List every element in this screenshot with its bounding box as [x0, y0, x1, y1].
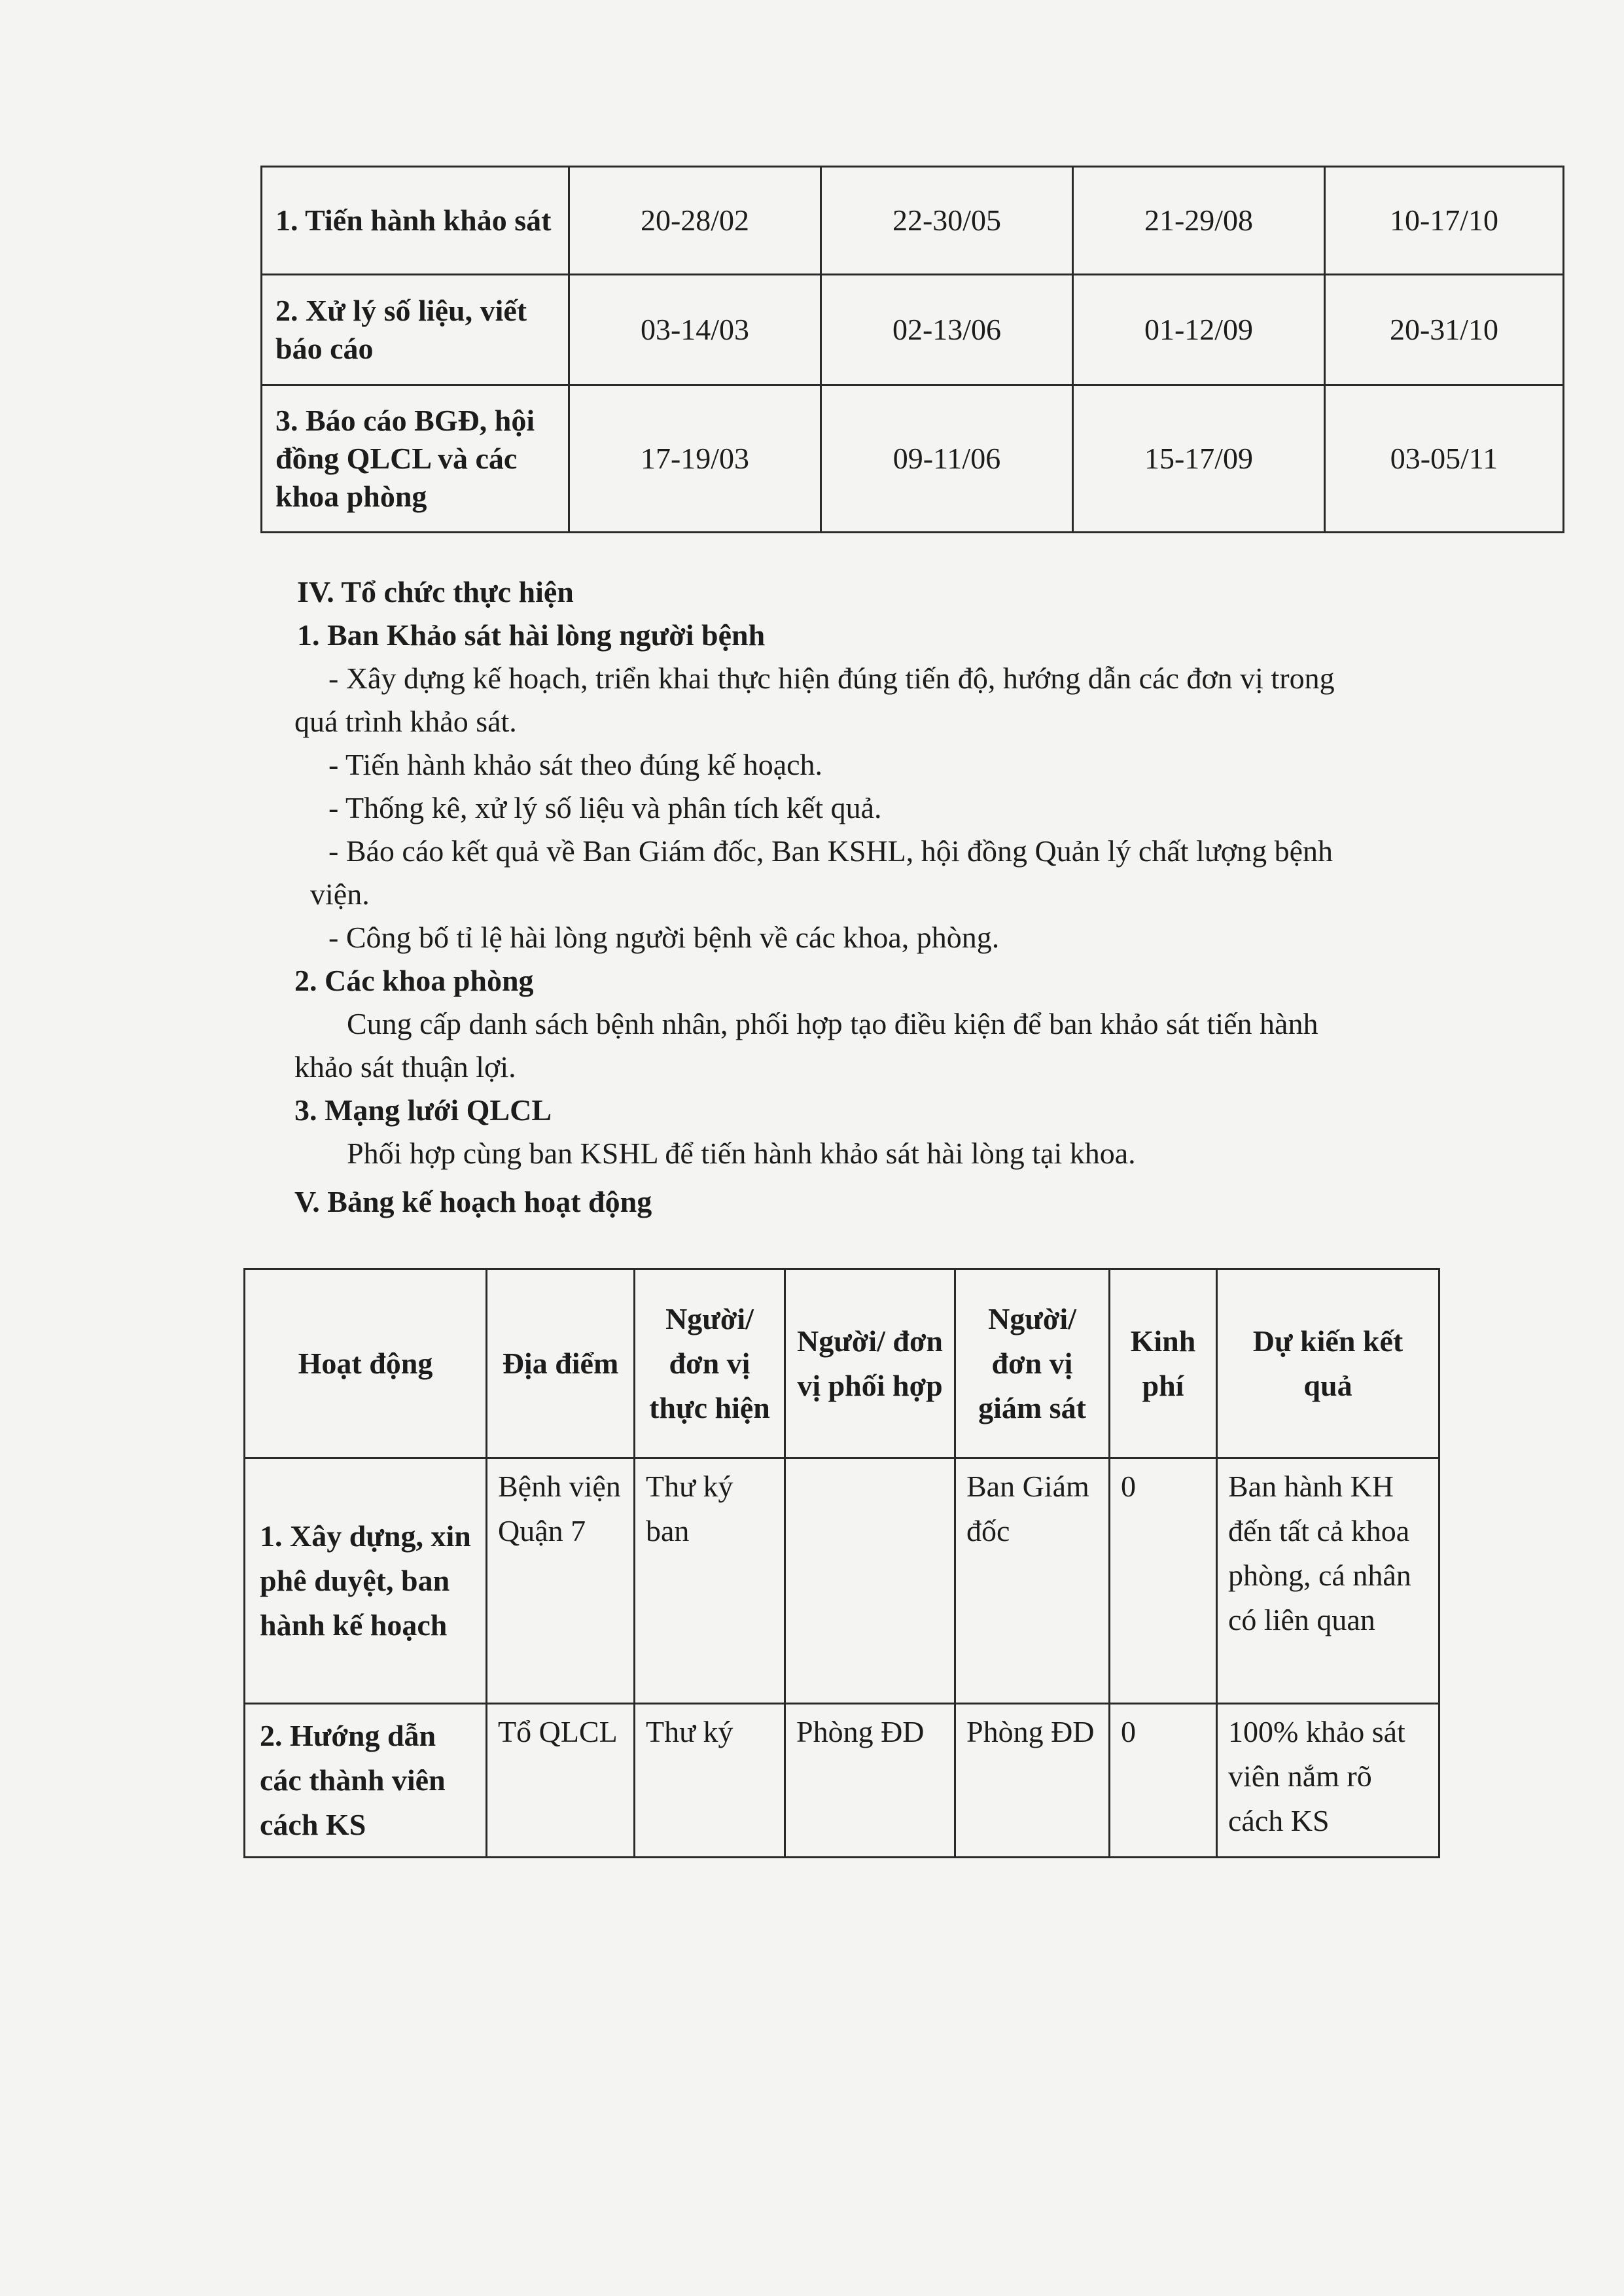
header-supervisor: Người/ đơn vị giám sát — [955, 1269, 1110, 1458]
header-location: Địa điểm — [487, 1269, 635, 1458]
schedule-row — [262, 275, 1564, 385]
list-item: - Thống kê, xử lý số liệu và phân tích kết quả. — [328, 791, 882, 824]
cell-coordinator — [785, 1458, 955, 1704]
schedule-row-label: 3. Báo cáo BGĐ, hội đồng QLCL và các khoa phòng — [262, 385, 569, 533]
schedule-cell-q1: 20-28/02 — [569, 167, 821, 275]
cell-activity: 1. Xây dựng, xin phê duyệt, ban hành kế hoạch — [245, 1458, 487, 1704]
schedule-row — [262, 167, 1564, 275]
schedule-cell-q4: 10-17/10 — [1325, 167, 1564, 275]
section-4 — [288, 571, 1466, 1224]
schedule-row — [262, 385, 1564, 533]
table-row — [245, 1704, 1439, 1858]
schedule-cell-q3: 21-29/08 — [1073, 167, 1325, 275]
schedule-row-label: 2. Xử lý số liệu, viết báo cáo — [262, 275, 569, 385]
cell-expected: Ban hành KH đến tất cả khoa phòng, cá nhân có liên quan — [1217, 1458, 1439, 1704]
subsection-3-title: 3. Mạng lưới QLCL — [294, 1093, 552, 1127]
cell-location: Tổ QLCL — [487, 1704, 635, 1858]
schedule-cell-q2: 22-30/05 — [821, 167, 1073, 275]
list-item: - Báo cáo kết quả về Ban Giám đốc, Ban KSHL, hội đồng Quản lý chất lượng bệnh — [328, 834, 1333, 868]
header-activity: Hoạt động — [245, 1269, 487, 1458]
schedule-cell-q3: 15-17/09 — [1073, 385, 1325, 533]
paragraph-line: Cung cấp danh sách bệnh nhân, phối hợp tạo điều kiện để ban khảo sát tiến hành — [347, 1007, 1318, 1040]
cell-executor: Thư ký ban — [635, 1458, 785, 1704]
cell-cost: 0 — [1110, 1704, 1217, 1858]
section-4-title: IV. Tổ chức thực hiện — [297, 575, 574, 609]
header-executor: Người/ đơn vị thực hiện — [635, 1269, 785, 1458]
section-5-title: V. Bảng kế hoạch hoạt động — [294, 1185, 652, 1218]
header-cost: Kinh phí — [1110, 1269, 1217, 1458]
activity-table — [243, 1268, 1440, 1858]
cell-supervisor: Phòng ĐD — [955, 1704, 1110, 1858]
schedule-cell-q4: 03-05/11 — [1325, 385, 1564, 533]
cell-coordinator: Phòng ĐD — [785, 1704, 955, 1858]
list-item: - Tiến hành khảo sát theo đúng kế hoạch. — [328, 748, 823, 781]
cell-executor: Thư ký — [635, 1704, 785, 1858]
schedule-cell-q1: 17-19/03 — [569, 385, 821, 533]
cell-location: Bệnh viện Quận 7 — [487, 1458, 635, 1704]
cell-cost: 0 — [1110, 1458, 1217, 1704]
header-coordinator: Người/ đơn vị phối hợp — [785, 1269, 955, 1458]
schedule-cell-q4: 20-31/10 — [1325, 275, 1564, 385]
table-row — [245, 1458, 1439, 1704]
activity-table-header — [245, 1269, 1439, 1458]
schedule-cell-q1: 03-14/03 — [569, 275, 821, 385]
schedule-table — [260, 166, 1564, 533]
list-item: - Công bố tỉ lệ hài lòng người bệnh về các khoa, phòng. — [328, 921, 1000, 954]
list-item-continuation: viện. — [310, 877, 370, 911]
schedule-cell-q3: 01-12/09 — [1073, 275, 1325, 385]
paragraph-line: Phối hợp cùng ban KSHL để tiến hành khảo sát hài lòng tại khoa. — [347, 1137, 1136, 1170]
cell-expected: 100% khảo sát viên nắm rõ cách KS — [1217, 1704, 1439, 1858]
schedule-row-label: 1. Tiến hành khảo sát — [262, 167, 569, 275]
header-expected: Dự kiến kết quả — [1217, 1269, 1439, 1458]
subsection-2-title: 2. Các khoa phòng — [294, 964, 534, 997]
schedule-cell-q2: 02-13/06 — [821, 275, 1073, 385]
schedule-cell-q2: 09-11/06 — [821, 385, 1073, 533]
list-item: - Xây dựng kế hoạch, triển khai thực hiện đúng tiến độ, hướng dẫn các đơn vị trong — [328, 662, 1335, 695]
subsection-1-title: 1. Ban Khảo sát hài lòng người bệnh — [297, 618, 766, 652]
cell-supervisor: Ban Giám đốc — [955, 1458, 1110, 1704]
paragraph-line: khảo sát thuận lợi. — [294, 1050, 516, 1084]
list-item-continuation: quá trình khảo sát. — [294, 705, 517, 738]
cell-activity: 2. Hướng dẫn các thành viên cách KS — [245, 1704, 487, 1858]
